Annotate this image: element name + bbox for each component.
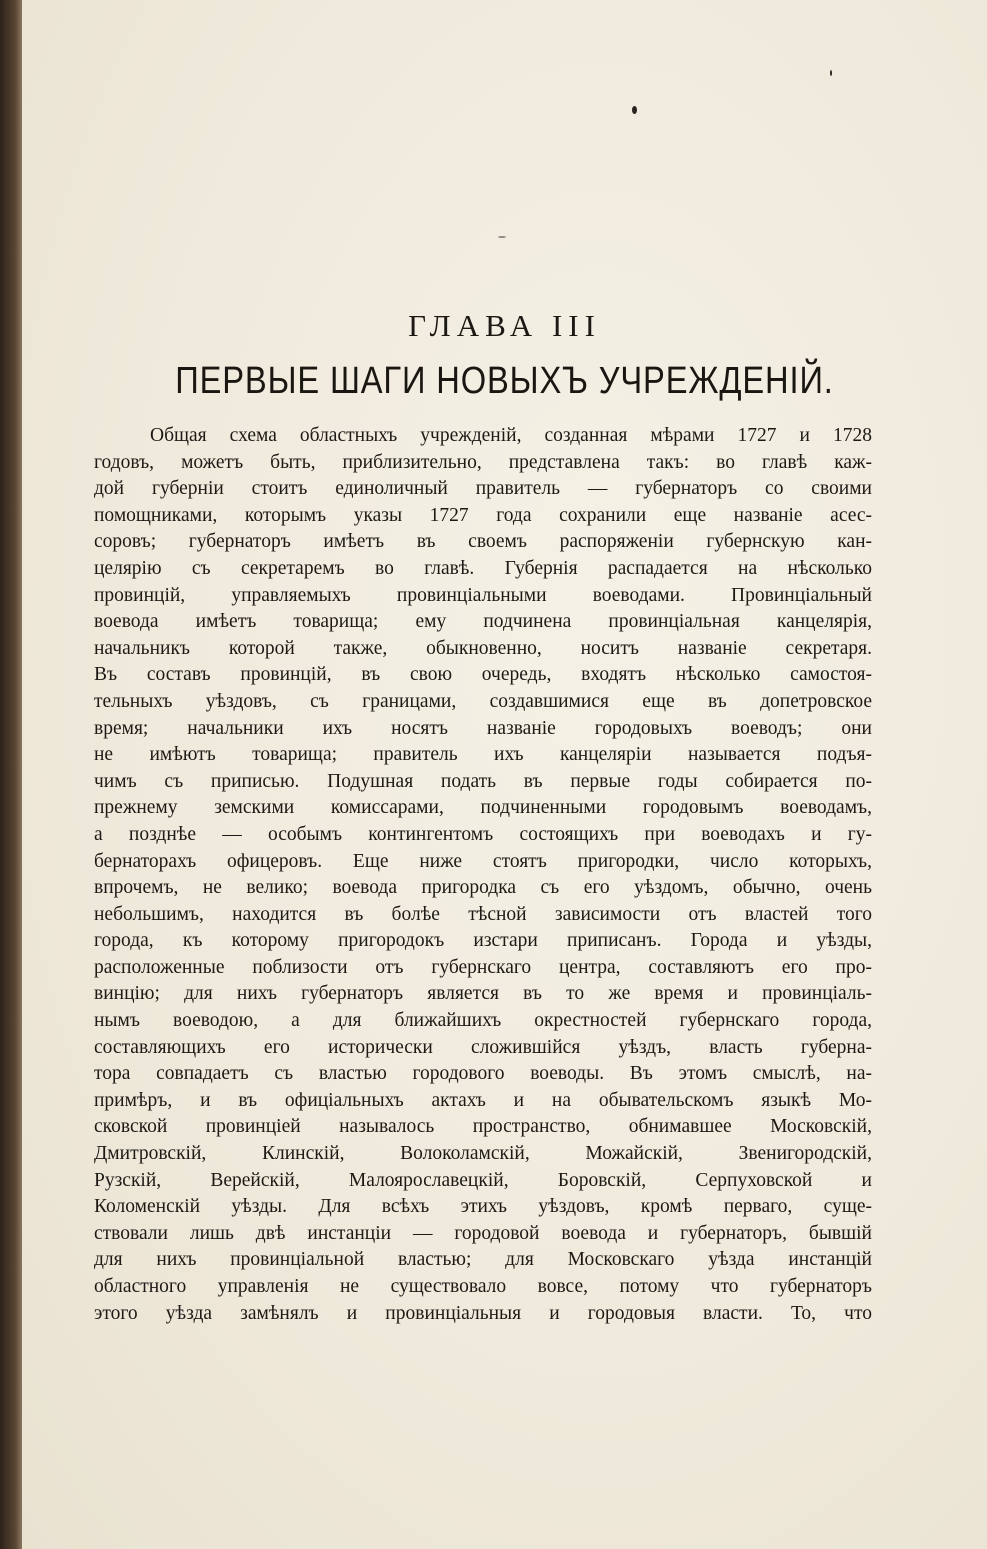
- text-line: этого уѣзда замѣнялъ и провинціальныя и городовыя власти. То, что: [94, 1302, 872, 1324]
- text-line: прежнему земскими комиссарами, подчиненными городовымъ воеводамъ,: [94, 797, 872, 819]
- text-line: сковской провинціей называлось пространство, обнимавшее Московскій,: [94, 1116, 872, 1138]
- ink-speck: [498, 236, 506, 238]
- text-line: Общая схема областныхъ учрежденій, созданная мѣрами 1727 и 1728: [150, 425, 872, 446]
- text-line: города, къ которому пригородокъ изстари приписанъ. Города и уѣзды,: [94, 930, 872, 952]
- chapter-title: ПЕРВЫЕ ШАГИ НОВЫХЪ УЧРЕЖДЕНІЙ.: [175, 360, 834, 402]
- text-line: впрочемъ, не велико; воевода пригородка съ его уѣздомъ, обычно, очень: [94, 877, 872, 899]
- text-line: а позднѣе — особымъ контингентомъ состоящихъ при воеводахъ и гу-: [94, 823, 872, 845]
- text-line: нымъ воеводою, а для ближайшихъ окрестностей губернскаго города,: [94, 1010, 872, 1032]
- text-line: расположенные поблизости отъ губернскаго центра, составляютъ его про-: [94, 956, 872, 978]
- book-page: [22, 0, 987, 1549]
- body-paragraph: [94, 423, 872, 1327]
- text-line: составляющихъ его исторически сложившійся уѣздъ, власть губерна-: [94, 1036, 872, 1058]
- text-line: для нихъ провинціальной властью; для Московскаго уѣзда инстанцій: [94, 1249, 872, 1271]
- text-line: Дмитровскій, Клинскій, Волоколамскій, Можайскій, Звенигородскій,: [94, 1143, 872, 1165]
- text-line: годовъ, можетъ быть, приблизительно, представлена такъ: во главѣ каж-: [94, 451, 872, 473]
- text-line: ствовали лишь двѣ инстанціи — городовой воевода и губернаторъ, бывшій: [94, 1222, 872, 1244]
- ink-speck: [632, 106, 637, 114]
- text-line: соровъ; губернаторъ имѣетъ въ своемъ распоряженіи губернскую кан-: [94, 531, 872, 553]
- text-line: чимъ съ приписью. Подушная подать въ первые годы собирается по-: [94, 770, 872, 792]
- text-line: примѣръ, и въ офиціальныхъ актахъ и на обывательскомъ языкѣ Мо-: [94, 1089, 872, 1111]
- text-line: воевода имѣетъ товарища; ему подчинена провинціальная канцелярія,: [94, 611, 872, 633]
- chapter-number: ГЛАВА III: [408, 308, 601, 343]
- text-line: дой губерніи стоитъ единоличный правитель — губернаторъ со своими: [94, 478, 872, 500]
- text-line: начальникъ которой также, обыкновенно, носитъ названіе секретаря.: [94, 637, 872, 659]
- ink-speck: [830, 70, 832, 76]
- text-line: винцію; для нихъ губернаторъ является въ то же время и провинціаль-: [94, 983, 872, 1005]
- text-line: бернаторахъ офицеровъ. Еще ниже стоятъ пригородки, число которыхъ,: [94, 850, 872, 872]
- text-line: небольшимъ, находится въ болѣе тѣсной зависимости отъ властей того: [94, 903, 872, 925]
- text-line: время; начальники ихъ носятъ названіе городовыхъ воеводъ; они: [94, 717, 872, 739]
- text-line: помощниками, которымъ указы 1727 года сохранили еще названіе асес-: [94, 504, 872, 526]
- text-line: провинцій, управляемыхъ провинціальными воеводами. Провинціальный: [94, 584, 872, 606]
- text-line: Рузскій, Верейскій, Малоярославецкій, Боровскій, Серпуховской и: [94, 1169, 872, 1191]
- book-spine-edge: [0, 0, 22, 1549]
- text-line: целярію съ секретаремъ во главѣ. Губернія распадается на нѣсколько: [94, 557, 872, 579]
- text-line: Въ составъ провинцій, въ свою очередь, входятъ нѣсколько самостоя-: [94, 664, 872, 686]
- text-line: тельныхъ уѣздовъ, съ границами, создавшимися еще въ допетровское: [94, 690, 872, 712]
- text-line: Коломенскій уѣзды. Для всѣхъ этихъ уѣздовъ, кромѣ перваго, суще-: [94, 1196, 872, 1218]
- text-line: областного управленія не существовало вовсе, потому что губернаторъ: [94, 1276, 872, 1297]
- text-line: не имѣютъ товарища; правитель ихъ канцеляріи называется подъя-: [94, 744, 872, 766]
- text-line: тора совпадаетъ съ властью городового воеводы. Въ этомъ смыслѣ, на-: [94, 1063, 872, 1085]
